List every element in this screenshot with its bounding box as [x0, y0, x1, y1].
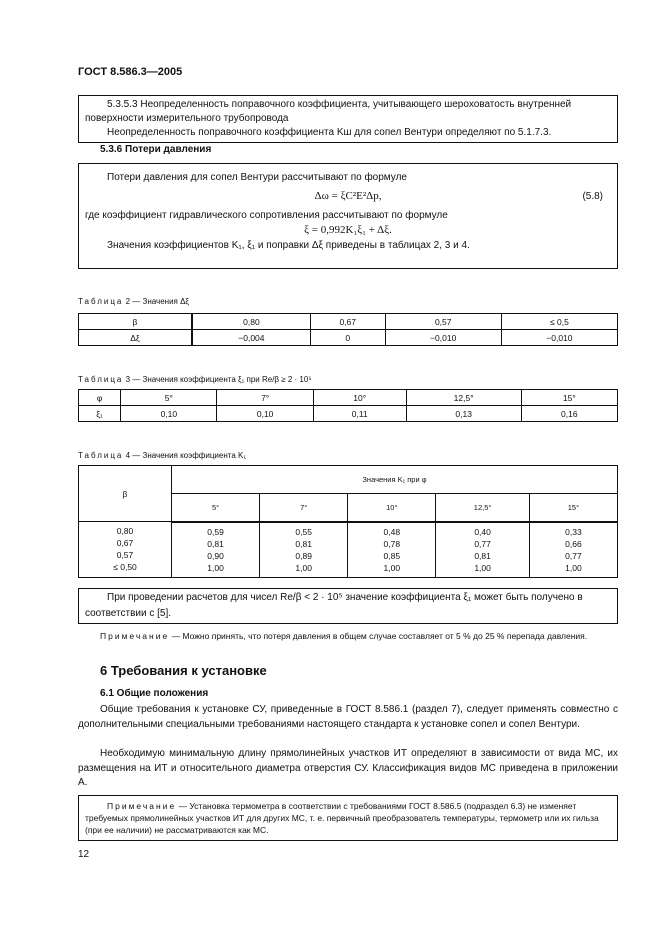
header-beta: β	[79, 466, 172, 522]
page-number: 12	[78, 849, 90, 860]
table-cell: −0,010	[385, 330, 501, 346]
table3	[78, 389, 618, 422]
formula-number: (5.8)	[582, 191, 603, 202]
formula-5-8	[85, 189, 611, 204]
table-cell: 0	[310, 330, 385, 346]
value-column: 0,48 0,78 0,85 1,00	[348, 522, 436, 578]
table3-caption: Таблица 3 — Значения коэффициента ξ₁ при Re/β ≥ 2 · 10⁵	[78, 375, 312, 384]
table2	[78, 313, 618, 346]
table-cell: −0,010	[501, 330, 617, 346]
row-header: φ	[79, 390, 121, 406]
table-cell: 0,10	[121, 406, 217, 422]
paragraph: Потери давления для сопел Вентури рассчитывают по формуле	[107, 172, 407, 183]
paragraph: Неопределенность поправочного коэффициента Kш для сопел Вентури определяют по 5.1.7.3.	[107, 127, 552, 138]
paragraph: Общие требования к установке СУ, приведенные в ГОСТ 8.586.1 (раздел 7), следует применять совместно с дополнительными специальными требованиями настоящего стандарта к установке сопел и сопел Вентури.	[78, 704, 618, 730]
header-group: Значения K₁ при φ	[172, 466, 618, 494]
row-header: Δξ	[79, 330, 193, 346]
section-heading: 5.3.6 Потери давления	[100, 144, 212, 155]
angle-header: 10°	[348, 494, 436, 522]
table2-caption: Таблица 2 — Значения Δξ	[78, 297, 190, 306]
table-cell: 0,80	[192, 314, 310, 330]
paragraph: где коэффициент гидравлического сопротивления рассчитывают по формуле	[85, 210, 448, 221]
angle-header: 5°	[172, 494, 260, 522]
table-cell: 0,11	[313, 406, 406, 422]
table-cell: 0,10	[217, 406, 313, 422]
value-column: 0,33 0,66 0,77 1,00	[529, 522, 617, 578]
paragraph: При проведении расчетов для чисел Re/β < 2 · 10⁵ значение коэффициента ξ₁ может быть получено в соответствии с [5].	[85, 592, 583, 619]
table-cell: 0,16	[521, 406, 617, 422]
table4	[78, 465, 618, 578]
value-column: 0,40 0,77 0,81 1,00	[436, 522, 529, 578]
note-thermometer-box: Примечание — Установка термометра в соответствии с требованиями ГОСТ 8.586.5 (подраздел 6.3) не изменяет требуемых прямолинейных участков ИТ для других МС, т. е. первичный преобразователь температуры, термометр или их гильза (при ее наличии) не рассматриваются как МС.	[78, 795, 618, 841]
row-header: β	[79, 314, 193, 330]
value-column: 0,55 0,81 0,89 1,00	[260, 522, 348, 578]
table-cell: 10°	[313, 390, 406, 406]
section-5353-box	[78, 95, 618, 143]
value-column: 0,59 0,81 0,90 1,00	[172, 522, 260, 578]
formula: Δω = ξC²E²Δp,	[314, 190, 382, 202]
table-cell: 0,67	[310, 314, 385, 330]
section-6-heading: 6 Требования к установке	[100, 663, 267, 678]
paragraph: 5.3.5.3 Неопределенность поправочного коэффициента, учитывающего шероховатость внутренней поверхности измерительного трубопровода	[85, 99, 572, 124]
table-cell: ≤ 0,5	[501, 314, 617, 330]
row-header: ξ₁	[79, 406, 121, 422]
section-61-heading: 6.1 Общие положения	[100, 688, 209, 699]
document-header: ГОСТ 8.586.3—2005	[78, 66, 183, 78]
angle-header: 7°	[260, 494, 348, 522]
formula: ξ = 0,992K₁ξ₁ + Δξ.	[304, 224, 392, 236]
paragraph: Значения коэффициентов K₁, ξ₁ и поправки Δξ приведены в таблицах 2, 3 и 4.	[107, 240, 470, 251]
table-cell: 15°	[521, 390, 617, 406]
angle-header: 12,5°	[436, 494, 529, 522]
note-pressure: Примечание — Можно принять, что потеря давления в общем случае составляет от 5 % до 25 % перепада давления.	[100, 631, 588, 641]
pressure-loss-box	[78, 163, 618, 269]
table-cell: 7°	[217, 390, 313, 406]
table-cell: 12,5°	[406, 390, 521, 406]
table-cell: −0,004	[192, 330, 310, 346]
note-box-re	[78, 588, 618, 624]
table-cell: 0,13	[406, 406, 521, 422]
angle-header: 15°	[529, 494, 617, 522]
paragraph: Необходимую минимальную длину прямолинейных участков ИТ определяют в зависимости от вида МС, их размещения на ИТ и относительного диаметра отверстия СУ. Классификация видов МС приведена в приложении А.	[78, 748, 618, 788]
beta-column: 0,80 0,67 0,57 ≤ 0,50	[79, 522, 172, 578]
table4-caption: Таблица 4 — Значения коэффициента K₁	[78, 451, 247, 460]
table-cell: 5°	[121, 390, 217, 406]
table-cell: 0,57	[385, 314, 501, 330]
